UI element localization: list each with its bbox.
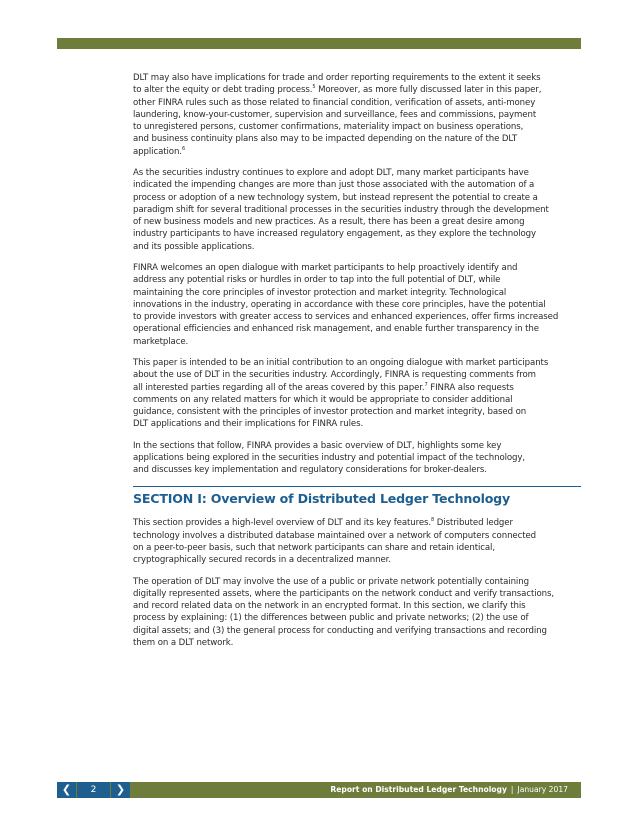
text-line: DLT may also have implications for trade and order reporting requirements to the extent it seeks: [133, 73, 541, 83]
page-body: [133, 72, 583, 658]
text-line: process by explaining: (1) the differences between public and private networks; (2) the use of: [133, 613, 529, 624]
text-line: process or adoption of a new technology system, but instead represent the potential to create a: [133, 192, 538, 203]
text-line: As the securities industry continues to explore and adopt DLT, many market participants have: [133, 167, 529, 178]
intro-paragraphs: [133, 72, 583, 476]
text-line: digitally represented assets, where the participants on the network conduct and verify transactions,: [133, 588, 555, 599]
text-line: This paper is intended to be an initial contribution to an ongoing dialogue with market participants: [133, 357, 549, 368]
text-line: on a peer-to-peer basis, such that network participants can share and retain identical,: [133, 543, 495, 554]
body-paragraph: [133, 517, 583, 566]
text-line: technology involves a distributed database maintained over a network of computers connected: [133, 530, 537, 541]
page-number: 2: [77, 782, 110, 798]
text-line: industry participants to have increased regulatory engagement, as they explore the technology: [133, 229, 537, 240]
text-line: paradigm shift for several traditional processes in the securities industry through the development: [133, 204, 549, 215]
text-line: This section provides a high-level overview of DLT and its key features.$^8$ Distributed ledger: [133, 517, 513, 529]
body-paragraph: [133, 576, 583, 650]
text-line: indicated the impending changes are more than just those associated with the automation of a: [133, 180, 535, 191]
body-paragraph: [133, 72, 583, 158]
text-line: innovations in the industry, operating in accordance with these core principles, have the potential: [133, 299, 546, 310]
text-line: other FINRA rules such as those related to financial condition, verification of assets, anti-money: [133, 97, 536, 108]
header-decorative-bar: [57, 38, 581, 49]
previous-page-button[interactable]: [57, 782, 76, 798]
text-line: comments on any related matters for which it would be appropriate to consider additional: [133, 394, 513, 405]
report-date: January 2017: [517, 785, 568, 794]
text-line: and its possible applications.: [133, 241, 255, 252]
text-line: of new business models and new practices. As a result, there has been a great desire among: [133, 217, 525, 228]
text-line: applications being explored in the securities industry and potential impact of the technology,: [133, 452, 526, 463]
text-line: In the sections that follow, FINRA provides a basic overview of DLT, highlights some key: [133, 440, 502, 451]
text-line: DLT applications and their implications for FINRA rules.: [133, 419, 364, 430]
text-line: laundering, know-your-customer, supervision and surveillance, fees and commissions, payment: [133, 109, 537, 120]
footnote-marker[interactable]: 8: [431, 517, 435, 524]
footer-separator: |: [510, 785, 514, 794]
body-paragraph: [133, 357, 583, 431]
text-line: and record related data on the network in an encrypted format. In this section, we clarify this: [133, 601, 526, 612]
text-line: guidance, consistent with the principles of investor protection and market integrity, based on: [133, 407, 527, 418]
text-line: all interested parties regarding all of the areas covered by this paper.$^7$ FINRA also requests: [133, 381, 514, 393]
text-line: operational efficiencies and enhanced risk management, and enable further transparency in the: [133, 324, 539, 335]
chevron-left-icon: ❮: [61, 783, 72, 796]
footnote-marker[interactable]: 6: [181, 145, 186, 152]
text-line: to provide investors with greater access to services and enhanced experiences, offer firms increased: [133, 312, 559, 323]
footnote-marker[interactable]: 7: [424, 381, 428, 388]
text-line: The operation of DLT may involve the use of a public or private network potentially containing: [133, 576, 529, 587]
report-title: Report on Distributed Ledger Technology: [330, 785, 507, 794]
text-line: to unregistered persons, customer confirmations, materiality impact on business operations,: [133, 122, 524, 133]
body-paragraph: [133, 167, 583, 253]
next-page-button[interactable]: [111, 782, 130, 798]
text-line: address any potential risks or hurdles in order to tap into the full potential of DLT, while: [133, 275, 501, 286]
text-line: digital assets; and (3) the general process for conducting and verifying transactions and recording: [133, 625, 547, 636]
footer-text: [330, 782, 568, 798]
text-line: them on a DLT network.: [133, 638, 234, 649]
text-line: FINRA welcomes an open dialogue with market participants to help proactively identify and: [133, 262, 518, 273]
section-heading: SECTION I: Overview of Distributed Ledger Technology: [133, 491, 510, 507]
body-paragraph: [133, 262, 583, 348]
text-line: and business continuity plans also may to be impacted depending on the nature of the DLT: [133, 134, 518, 145]
text-line: cryptographically secured records in a decentralized manner.: [133, 555, 391, 566]
chevron-right-icon: ❯: [115, 783, 126, 796]
text-line: maintaining the core principles of investor protection and market integrity. Technological: [133, 287, 507, 298]
text-line: application.$^6$: [133, 145, 186, 157]
text-line: about the use of DLT in the securities industry. Accordingly, FINRA is requesting comments from: [133, 370, 536, 381]
footnote-marker[interactable]: 5: [312, 84, 316, 91]
body-paragraph: [133, 440, 583, 477]
text-line: to alter the equity or debt trading process.$^5$ Moreover, as more fully discussed later in this paper,: [133, 84, 542, 96]
section-divider: [133, 486, 581, 487]
text-line: marketplace.: [133, 336, 189, 347]
section-paragraphs: [133, 517, 583, 649]
text-line: and discusses key implementation and regulatory considerations for broker-dealers.: [133, 465, 487, 476]
